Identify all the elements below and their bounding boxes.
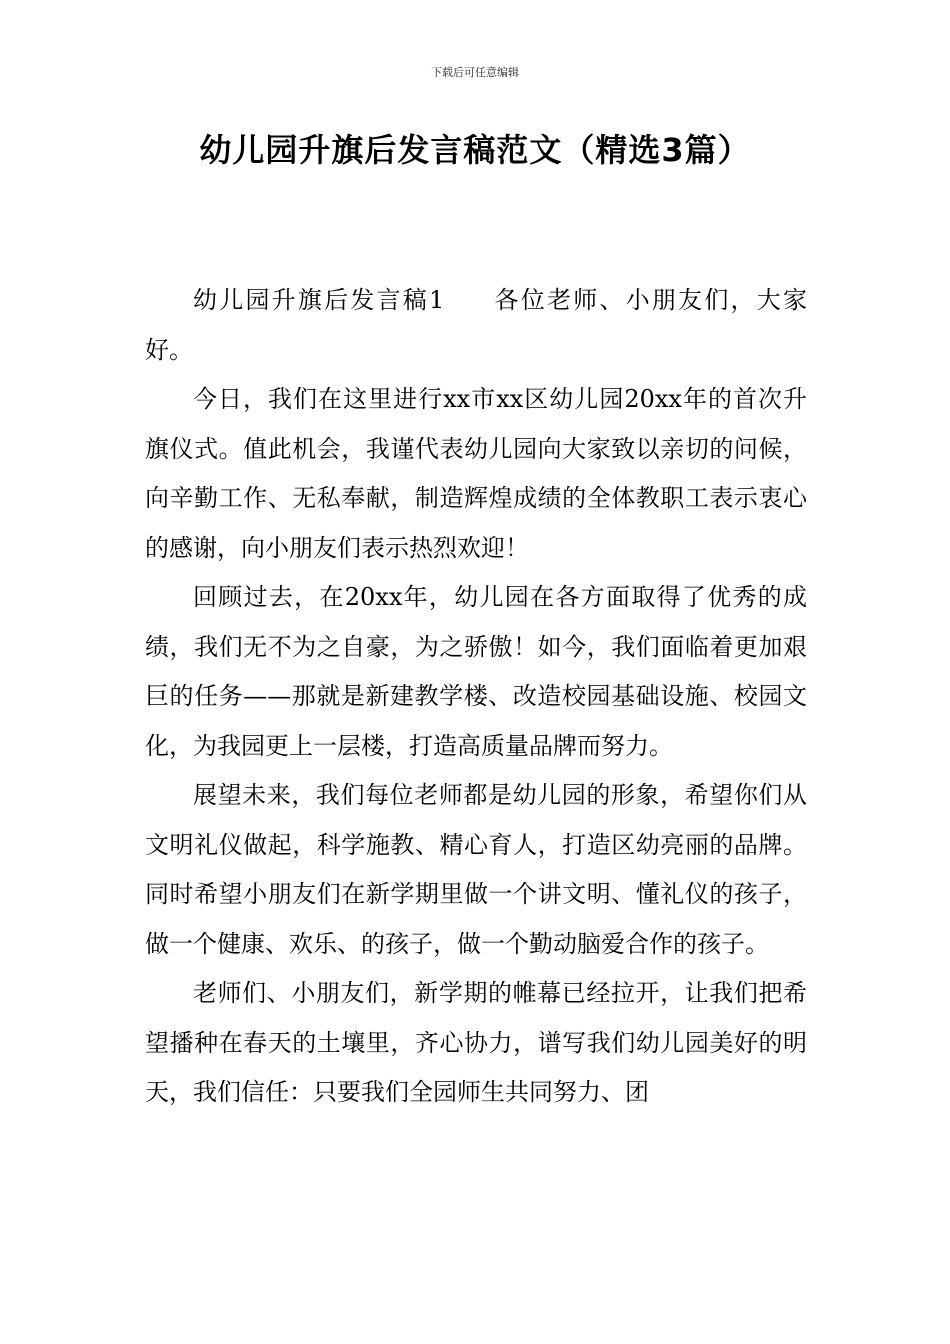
document-body [145,276,807,1118]
paragraph-2: 今日，我们在这里进行xx市xx区幼儿园20xx年的首次升旗仪式。值此机会，我谨代表幼儿园向大家致以亲切的问候，向辛勤工作、无私奉献，制造辉煌成绩的全体教职工表示衷心的感谢，向小朋友们表示热烈欢迎！ [145,385,807,562]
paragraph-1 [145,276,807,375]
paragraph-5: 老师们、小朋友们，新学期的帷幕已经拉开，让我们把希望播种在春天的土壤里，齐心协力，谱写我们幼儿园美好的明天，我们信任：只要我们全园师生共同努力、团 [145,979,807,1106]
greeting-text: 各位老师、小朋友们，大家好。 [145,286,807,364]
paragraph-3: 回顾过去，在20xx年，幼儿园在各方面取得了优秀的成绩，我们无不为之自豪，为之骄傲！如今，我们面临着更加艰巨的任务——那就是新建教学楼、改造校园基础设施、校园文化，为我园更上一层楼，打造高质量品牌而努力。 [145,583,807,760]
document-title: 幼儿园升旗后发言稿范文（精选3篇） [199,131,751,169]
section-heading: 幼儿园升旗后发言稿1 [193,286,445,314]
header-note: 下载后可任意编辑 [431,66,519,79]
paragraph-4: 展望未来，我们每位老师都是幼儿园的形象，希望你们从文明礼仪做起，科学施教、精心育人，打造区幼亮丽的品牌。同时希望小朋友们在新学期里做一个讲文明、懂礼仪的孩子，做一个健康、欢乐、的孩子，做一个勤动脑爱合作的孩子。 [145,781,807,958]
